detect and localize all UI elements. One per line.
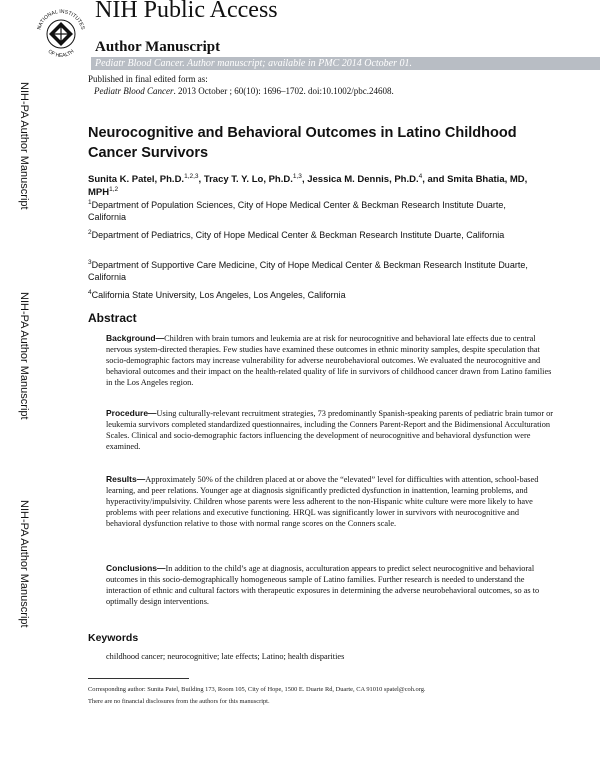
affiliation (88, 259, 543, 283)
author-name: Sunita K. Patel, Ph.D. (88, 174, 185, 185)
author-affiliation-sup: 1,2,3 (184, 173, 199, 180)
disclosure-note: There are no financial disclosures from the authors for this manuscript. (88, 698, 270, 705)
section-text: Using culturally-relevant recruitment strategies, 73 predominantly Spanish-speaking parents of pediatric brain tumor or leukemia survivors completed standardized questionnaires, including the Conners Parent-Report and the Bidimensional Acculturation Scales. Clinical and socio-demographic factors influencing the development of neurocognitive and behavioral dysfunction were examined. (106, 409, 554, 452)
affiliation (88, 229, 543, 241)
author-affiliation-sup: 4 (418, 173, 423, 180)
abstract-conclusions (106, 563, 554, 607)
citation-details: . 2013 October ; 60(10): 1696–1702. doi:10.1002/pbc.24608. (173, 86, 394, 96)
section-text: In addition to the child’s age at diagnosis, acculturation appears to predict select neurocognitive and behavioral outcomes in this socio-demographically homogeneous sample of Latino families. Further research is needed to understand the interaction of ethnic and cultural factors with therapeutic exposures in determining the adverse neurobehavioral outcomes, so as to optimally design interventions. (106, 564, 540, 607)
affiliation (88, 199, 543, 223)
affiliation-number: 3 (88, 259, 92, 266)
footnote-divider (88, 678, 189, 679)
author-separator: , (198, 174, 204, 185)
affiliation-number: 4 (88, 289, 92, 296)
logo-text-bottom: OF HEALTH (46, 48, 76, 60)
author-name: Tracy T. Y. Lo, Ph.D. (203, 174, 293, 185)
sidebar-label-1: NIH-PA Author Manuscript (18, 82, 30, 210)
author-affiliation-sup: 1,3 (292, 173, 302, 180)
keywords-heading: Keywords (88, 632, 139, 644)
affiliation-text: Department of Pediatrics, City of Hope Medical Center & Beckman Research Institute Duarte, California (91, 230, 505, 240)
affiliation (88, 289, 543, 301)
citation (94, 86, 394, 96)
affiliation-text: Department of Supportive Care Medicine, City of Hope Medical Center & Beckman Research Institute Duarte, California (88, 260, 528, 282)
nih-logo (34, 2, 88, 64)
affiliation-number: 2 (88, 229, 92, 236)
abstract-results (106, 474, 554, 529)
section-label: Procedure— (106, 408, 157, 418)
abstract-heading: Abstract (88, 311, 137, 325)
citation-journal: Pediatr Blood Cancer (94, 86, 174, 96)
author-name: Smita Bhatia, MD, MPH (88, 174, 528, 198)
affiliation-text: Department of Population Sciences, City of Hope Medical Center & Beckman Research Institute Duarte, California (88, 200, 506, 222)
affiliation-text: California State University, Los Angeles, Los Angeles, California (91, 290, 346, 300)
keywords-list: childhood cancer; neurocognitive; late effects; Latino; health disparities (106, 652, 345, 661)
author-list (88, 173, 558, 199)
abstract-procedure (106, 408, 554, 452)
article-title: Neurocognitive and Behavioral Outcomes in Latino Childhood Cancer Survivors (88, 125, 517, 161)
author-separator: , (301, 174, 308, 185)
section-label: Background— (106, 333, 165, 343)
abstract-background (106, 333, 554, 388)
availability-banner: Pediatr Blood Cancer. Author manuscript; available in PMC 2014 October 01. (95, 58, 413, 69)
section-label: Results— (106, 474, 146, 484)
published-label: Published in final edited form as: (88, 74, 208, 84)
sidebar-label-3: NIH-PA Author Manuscript (18, 500, 30, 628)
author-name: Jessica M. Dennis, Ph.D. (307, 174, 419, 185)
sidebar-label-2: NIH-PA Author Manuscript (18, 292, 30, 420)
svg-text:OF HEALTH (47, 49, 76, 59)
author-manuscript-label: Author Manuscript (95, 39, 221, 55)
affiliation-number: 1 (88, 199, 92, 206)
author-affiliation-sup: 1,2 (109, 186, 119, 193)
nih-public-access-title: NIH Public Access (95, 0, 278, 23)
section-text: Approximately 50% of the children placed at or above the “elevated” level for difficulties with attention, school-based learning, and peer relations. Younger age at diagnosis significantly predicted dysfunction in inattention, learning problems, and hyperactivity/impulsivity. Children whose parents were less adherent to the non-Hispanic white culture were more likely to have problems with peer relations and executive functioning. HRQL was significantly lower in survivors with neurocognitive and behavioral dysfunction relative to those with normal range scores on the Conners scale. (106, 475, 539, 529)
section-text: Children with brain tumors and leukemia are at risk for neurocognitive and behavioral late effects due to central nervous system-directed therapies. Few studies have examined these outcomes in ethnic minority samples, despite speculation that socio-demographic factors may increase vulnerability for adverse neurobehavioral outcomes. We evaluated the neurocognitive and behavioral outcomes and their impact on the health-related quality of life in survivors of childhood cancer drawn from Latino families in the Los Angeles region. (106, 334, 552, 388)
section-label: Conclusions— (106, 563, 166, 573)
author-separator: , and (422, 174, 448, 185)
corresponding-author-note: Corresponding author: Sunita Patel, Building 173, Room 105, City of Hope, 1500 E. Duarte Rd, Duarte, CA 91010 spatel@coh.org. (88, 686, 426, 693)
logo-text-top: NATIONAL INSTITUTES (36, 8, 86, 31)
